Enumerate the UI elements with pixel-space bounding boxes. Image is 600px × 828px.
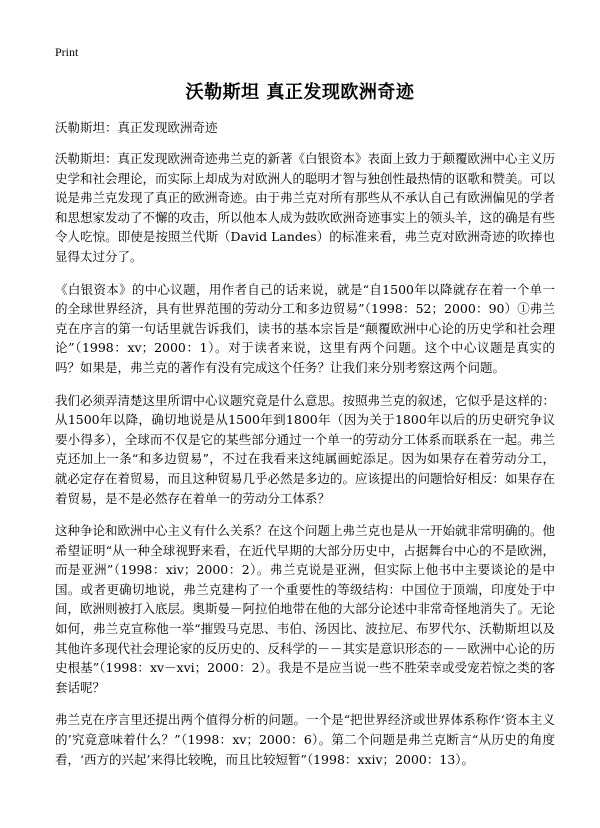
article-paragraph-1: 沃勒斯坦：真正发现欧洲奇迹弗兰克的新著《白银资本》表面上致力于颠覆欧洲中心主义历史学和社会理论，而实际上却成为对欧洲人的聪明才智与独创性最热情的讴歌和赞美。可以说是弗兰克发现了真正的欧洲奇迹。由于弗兰克对所有那些从不承认自己有欧洲偏见的学者和思想家发动了不懈的攻击，所以他本人成为鼓吹欧洲奇迹事实上的领头羊，这的确是有些令人吃惊。即使是按照兰代斯（David Landes）的标准来看，弗兰克对欧洲奇迹的吹捧也显得太过分了。: [55, 151, 556, 264]
article-body: [55, 149, 555, 782]
article-paragraph-4: 这种争论和欧洲中心主义有什么关系？在这个问题上弗兰克也是从一开始就非常明确的。他希望证明“从一种全球视野来看，在近代早期的大部分历史中，占据舞台中心的不是欧洲，而是亚洲”（1998：xiv；2000：2）。弗兰克说是亚洲，但实际上他书中主要谈论的是中国。或者更确切地说，弗兰克建构了一个重要性的等级结构：中国位于顶端，印度处于中间，欧洲则被打入底层。奥斯曼－阿拉伯地带在他的大部分论述中非常奇怪地消失了。无论如何，弗兰克宣称他一举“摧毁马克思、韦伯、汤因比、波拉尼、布罗代尔、沃勒斯坦以及其他许多现代社会理论家的反历史的、反科学的－－其实是意识形态的－－欧洲中心论的历史根基”（1998：xv－xvi；2000：2）。我是不是应当说一些不胜荣幸或受宠若惊之类的客套话呢？: [55, 523, 556, 695]
article-paragraph-3: 我们必须弄清楚这里所谓中心议题究竟是什么意思。按照弗兰克的叙述，它似乎是这样的：从1500年以降，确切地说是从1500年到1800年（因为关于1800年以后的历史研究争议要小得多），全球而不仅是它的某些部分通过一个单一的劳动分工体系而联系在一起。弗兰克还加上一条“和多边贸易”，不过在我看来这纯属画蛇添足。因为如果存在着劳动分工，就必定存在着贸易，而且这种贸易几乎必然是多边的。应该提出的问题恰好相反：如果存在着贸易，是不是必然存在着单一的劳动分工体系？: [55, 392, 556, 506]
article-paragraph-2: 《白银资本》的中心议题，用作者自己的话来说，就是“自1500年以降就存在着一个单一的全球世界经济，具有世界范围的劳动分工和多边贸易”（1998：52；2000：90）①弗兰克在序言的第一句话里就告诉我们，读书的基本宗旨是“颠覆欧洲中心论的历史学和社会理论”（1998：xv；2000：1）。对于读者来说，这里有两个问题。这个中心议题是真实的吗？如果是，弗兰克的著作有没有完成这个任务？让我们来分别考察这两个问题。: [55, 281, 555, 375]
article-paragraph-5: 弗兰克在序言里还提出两个值得分析的问题。一个是“把世界经济或世界体系称作‘资本主义的’究竟意味着什么？”（1998：xv；2000：6）。第二个问题是弗兰克断言“从历史的角度看，‘西方的兴起’来得比较晚，而且比较短暂”（1998：xxiv；2000：13）。: [55, 712, 555, 767]
article-title: 沃勒斯坦 真正发现欧洲奇迹: [185, 82, 415, 103]
print-link[interactable]: Print: [55, 45, 79, 59]
article-subtitle: 沃勒斯坦：真正发现欧洲奇迹: [55, 120, 218, 135]
